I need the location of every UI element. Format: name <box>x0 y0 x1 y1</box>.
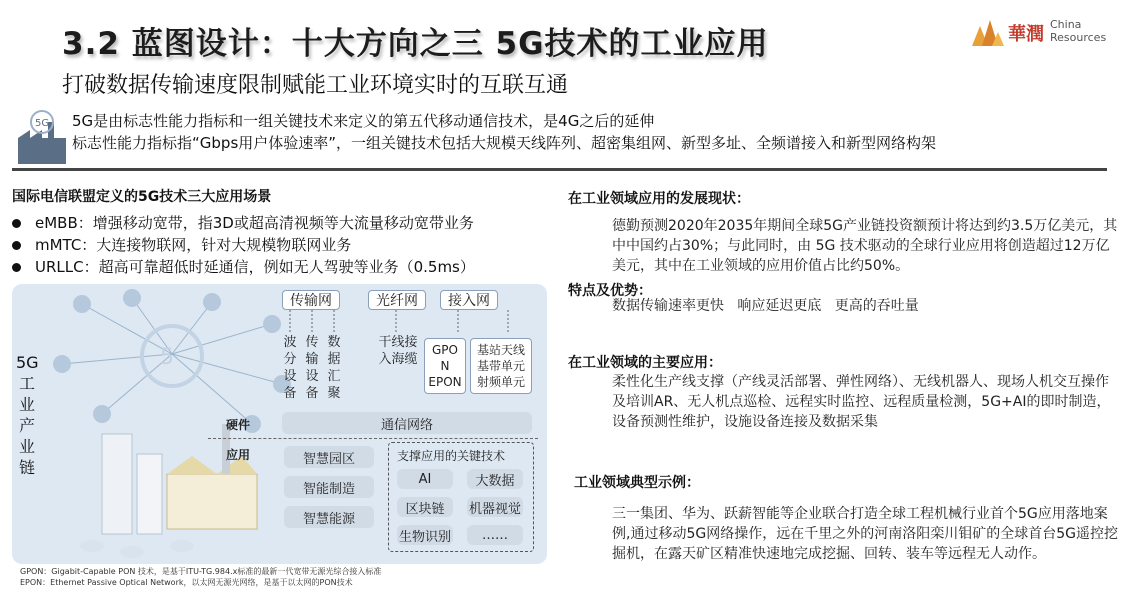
key-tech-heading: 支撑应用的关键技术 <box>397 449 506 463</box>
intro-text <box>72 110 936 154</box>
comm-network-box: 通信网络 <box>282 412 532 434</box>
more-box: …… <box>467 525 523 545</box>
features-heading: 特点及优势： <box>568 283 652 299</box>
china-resources-logo <box>968 14 1118 54</box>
hardware-divider <box>208 438 538 439</box>
logo-en-line1: China <box>1050 18 1082 31</box>
status-text: 德勤预测2020年2035年期间全球5G产业链投资额预计将达到约3.5万亿美元，其中中国约占30%；与此同时，由 5G 技术驱动的全球行业应用将创造超过12万亿美元，其中在工业领域的应用价值占比约50%。 <box>612 218 1118 274</box>
scenarios-heading: 国际电信联盟定义的5G技术三大应用场景 <box>12 189 272 205</box>
footnote-gpon: GPON：Gigabit-Capable PON 技术，是基于ITU-TG.984.x标准的最新一代宽带无源光综合接入标准 <box>20 567 382 576</box>
list-item <box>12 234 475 256</box>
5g-factory-icon <box>14 108 70 166</box>
smart-city-illustration <box>42 284 312 564</box>
access-network-box: 接入网 <box>440 290 498 310</box>
scenario-mmtc: mMTC：大连接物联网，针对大规模物联网业务 <box>35 236 352 254</box>
trunk-access-cable-label: 干线接入海缆 <box>378 335 418 367</box>
main-apps-text: 柔性化生产线支撑（产线灵活部署、弹性网络）、无线机器人、现场人机交互操作及培训AR、无人机点巡检、远程实时监控、远程质量检测，5G+AI的即时制造，设备预测性维护，设施设备连接及数据采集 <box>612 374 1111 430</box>
logo-mark-icon <box>970 16 1006 50</box>
bullet-icon <box>12 263 21 272</box>
list-item <box>12 212 475 234</box>
smart-park-box: 智慧园区 <box>284 446 374 468</box>
scenario-urllc: URLLC：超高可靠超低时延通信，例如无人驾驶等业务（0.5ms） <box>35 258 475 276</box>
big-data-box: 大数据 <box>467 469 523 489</box>
application-label: 应用 <box>226 448 251 462</box>
industry-chain-diagram <box>12 284 547 564</box>
logo-english <box>1050 18 1106 44</box>
intro-line-1: 5G是由标志性能力指标和一组关键技术来定义的第五代移动通信技术，是4G之后的延伸 <box>72 112 655 130</box>
base-station-box: 基站天线 基带单元 射频单元 <box>470 338 532 394</box>
gpon-epon-box: GPO N EPON <box>424 338 466 394</box>
biometrics-box: 生物识别 <box>397 525 453 545</box>
scenario-list <box>12 212 475 278</box>
logo-en-line2: Resources <box>1050 31 1107 44</box>
data-aggregation-label: 数据汇聚 <box>327 335 341 401</box>
svg-text:5G: 5G <box>35 118 50 129</box>
status-heading: 在工业领域应用的发展现状： <box>568 191 750 207</box>
smart-manufacturing-box: 智能制造 <box>284 476 374 498</box>
smart-energy-box: 智慧能源 <box>284 506 374 528</box>
industry-chain-label: 5G工业产业链 <box>16 353 39 477</box>
logo-chinese: 華潤 <box>1008 24 1044 45</box>
main-apps-heading: 在工业领域的主要应用： <box>568 355 722 371</box>
machine-vision-box: 机器视觉 <box>467 497 523 517</box>
bullet-icon <box>12 219 21 228</box>
ai-box: AI <box>397 469 453 489</box>
footnotes <box>20 566 381 588</box>
intro-line-2: 标志性能力指标指“Gbps用户体验速率”，一组关键技术包括大规模天线阵列、超密集组网、新型多址、全频谱接入和新型网络构架 <box>72 134 937 152</box>
svg-text:5: 5 <box>160 345 174 370</box>
blockchain-box: 区块链 <box>397 497 453 517</box>
features-text: 数据传输速率更快 响应延迟更底 更高的吞吐量 <box>612 298 919 314</box>
page-subtitle: 打破数据传输速度限制赋能工业环境实时的互联互通 <box>62 73 569 98</box>
bullet-icon <box>12 241 21 250</box>
list-item <box>12 256 475 278</box>
key-tech-group <box>388 442 534 552</box>
scenario-embb: eMBB：增强移动宽带，指3D或超高清视频等大流量移动宽带业务 <box>35 214 474 232</box>
example-heading: 工业领域典型示例： <box>574 475 700 491</box>
transport-network-box: 传输网 <box>282 290 340 310</box>
fiber-network-box: 光纤网 <box>368 290 426 310</box>
example-text: 三一集团、华为、跃薪智能等企业联合打造全球工程机械行业首个5G应用落地案例,通过移动5G网络操作，远在千里之外的河南洛阳栾川钼矿的全球首台5G遥控挖掘机，在露天矿区精准快速地完成挖掘、回转、装车等远程无人动作。 <box>612 506 1118 562</box>
wdm-equipment-label: 波分设备 <box>283 335 297 401</box>
hardware-label: 硬件 <box>226 418 251 432</box>
page-title: 3.2 蓝图设计：十大方向之三 5G技术的工业应用 <box>62 26 769 62</box>
transmission-equipment-label: 传输设备 <box>305 335 319 401</box>
divider <box>12 168 1107 171</box>
footnote-epon: EPON：Ethernet Passive Optical Network，以太网无源光网络，是基于以太网的PON技术 <box>20 578 353 587</box>
